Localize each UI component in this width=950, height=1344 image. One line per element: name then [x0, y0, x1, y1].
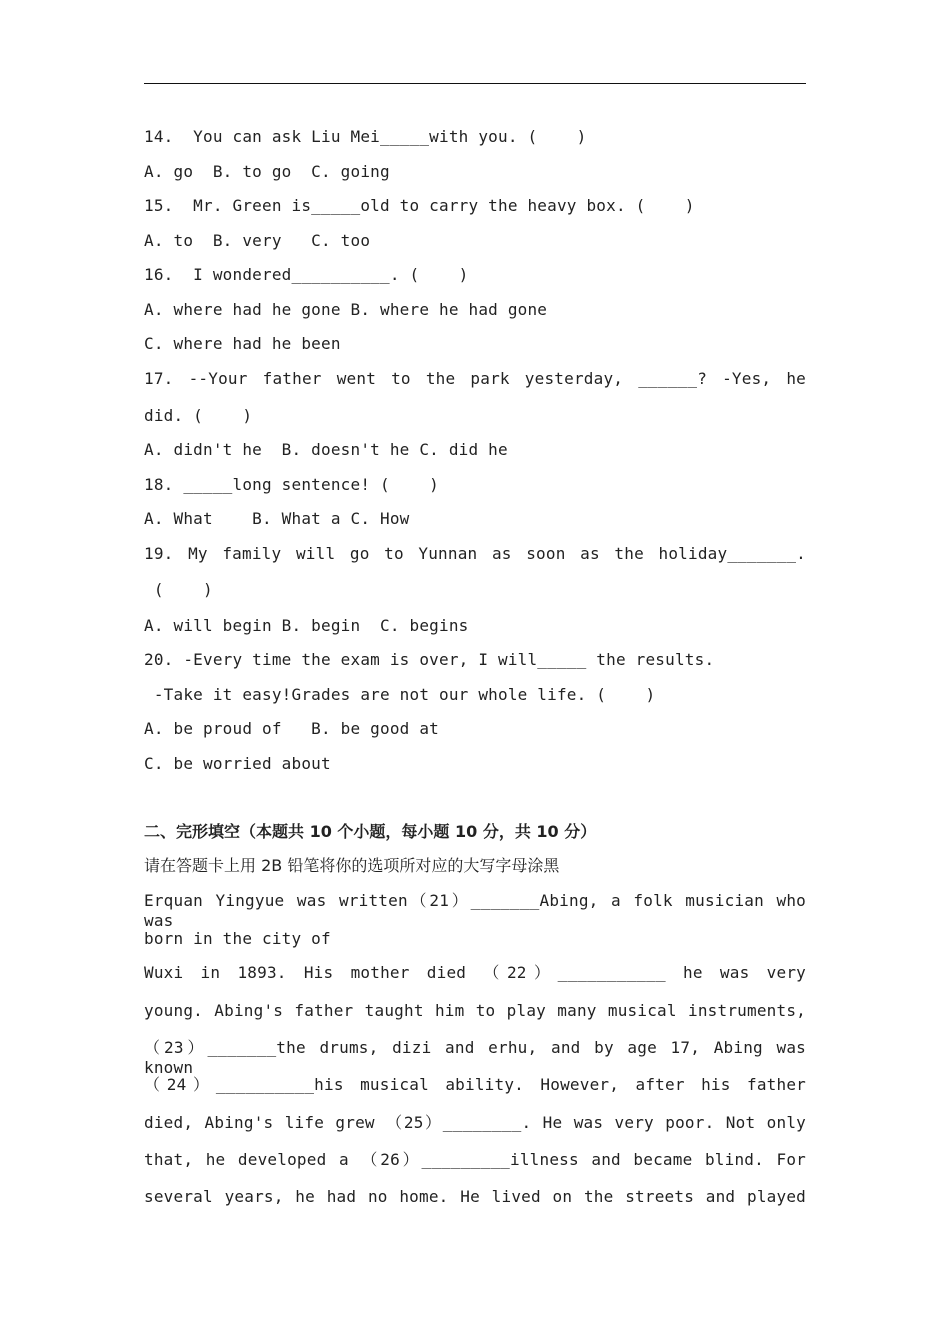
question-19-options: A. will begin B. begin C. begins	[144, 616, 469, 635]
passage-line: that, he developed a （26）_________illness and became blind. For	[144, 1150, 806, 1169]
passage-line: died, Abing's life grew （25）________. He was very poor. Not only	[144, 1113, 806, 1132]
passage-line: （23）_______the drums, dizi and erhu, and by age 17, Abing was known	[144, 1038, 806, 1077]
question-20-options-2: C. be worried about	[144, 754, 331, 773]
question-14-options: A. go B. to go C. going	[144, 162, 390, 181]
question-17: 17. --Your father went to the park yesterday, ______? -Yes, he	[144, 369, 806, 388]
passage-line: Erquan Yingyue was written（21）_______Abing, a folk musician who was	[144, 891, 806, 930]
passage-line: born in the city of	[144, 929, 331, 948]
passage-line: （24）__________his musical ability. However, after his father	[144, 1075, 806, 1094]
question-19: 19. My family will go to Yunnan as soon as the holiday_______.	[144, 544, 806, 563]
question-18-options: A. What B. What a C. How	[144, 509, 410, 528]
question-16: 16. I wondered__________. ( )	[144, 265, 469, 284]
question-17-cont: did. ( )	[144, 406, 253, 425]
question-18: 18. _____long sentence! ( )	[144, 475, 439, 494]
question-19-cont: ( )	[144, 580, 213, 599]
question-20-options: A. be proud of B. be good at	[144, 719, 439, 738]
question-20: 20. -Every time the exam is over, I will_____ the results.	[144, 650, 715, 669]
section-instruction: 请在答题卡上用 2B 铅笔将你的选项所对应的大写字母涂黑	[144, 856, 560, 875]
question-15: 15. Mr. Green is_____old to carry the heavy box. ( )	[144, 196, 695, 215]
passage-line: young. Abing's father taught him to play many musical instruments,	[144, 1001, 806, 1020]
question-14: 14. You can ask Liu Mei_____with you. ( )	[144, 127, 587, 146]
question-20-cont: -Take it easy!Grades are not our whole life. ( )	[144, 685, 656, 704]
question-16-options: A. where had he gone B. where he had gone	[144, 300, 548, 319]
question-15-options: A. to B. very C. too	[144, 231, 371, 250]
section-heading: 二、完形填空（本题共 10 个小题，每小题 10 分，共 10 分）	[144, 822, 597, 841]
question-17-options: A. didn't he B. doesn't he C. did he	[144, 440, 508, 459]
header-rule	[144, 83, 806, 84]
question-16-options-2: C. where had he been	[144, 334, 341, 353]
passage-line: several years, he had no home. He lived on the streets and played	[144, 1187, 806, 1206]
passage-line: Wuxi in 1893. His mother died （22）___________ he was very	[144, 963, 806, 982]
